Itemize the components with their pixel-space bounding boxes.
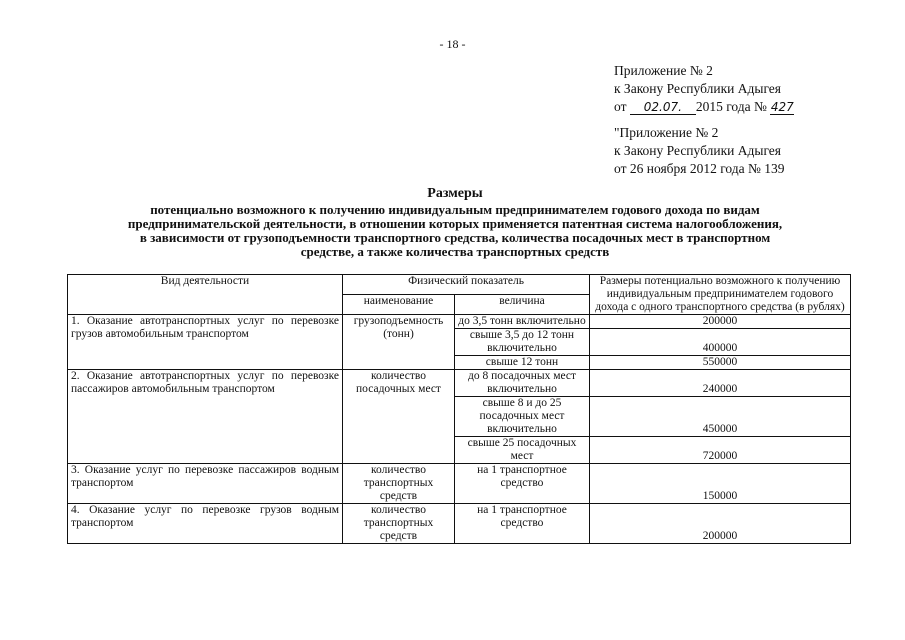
- amount-cell: 450000: [590, 397, 851, 437]
- header-activity: Вид деятельности: [68, 275, 343, 315]
- quantity-cell: свыше 8 и до 25 посадочных мест включительно: [455, 397, 590, 437]
- handwritten-date: 02.07.: [630, 100, 696, 115]
- attachment-line: от 26 ноября 2012 года № 139: [614, 161, 785, 176]
- header-name: наименование: [343, 295, 455, 315]
- amount-cell: 400000: [590, 329, 851, 356]
- attachment-header-old: [614, 124, 785, 178]
- handwritten-law-number: 427: [770, 100, 794, 114]
- activity-cell: 3. Оказание услуг по перевозке пассажиров водным транспортом: [68, 464, 343, 504]
- income-table: [67, 274, 851, 544]
- quantity-cell: свыше 12 тонн: [455, 356, 590, 370]
- quantity-cell: до 8 посадочных мест включительно: [455, 370, 590, 397]
- quantity-cell: свыше 25 посадочных мест: [455, 437, 590, 464]
- page-number: - 18 -: [439, 37, 466, 51]
- amount-cell: 550000: [590, 356, 851, 370]
- quantity-cell: до 3,5 тонн включительно: [455, 315, 590, 329]
- header-value: величина: [455, 295, 590, 315]
- document-title: Размеры: [427, 186, 483, 201]
- quantity-cell: на 1 транспортное средство: [455, 504, 590, 544]
- amount-cell: 200000: [590, 315, 851, 329]
- attachment-date-line: от 02.07. 2015 года № 427: [614, 99, 794, 114]
- header-physical: Физический показатель: [343, 275, 590, 295]
- activity-cell: 4. Оказание услуг по перевозке грузов водным транспортом: [68, 504, 343, 544]
- activity-cell: 2. Оказание автотранспортных услуг по перевозке пассажиров автомобильным транспортом: [68, 370, 343, 464]
- table-row: [68, 504, 851, 544]
- quantity-cell: на 1 транспортное средство: [455, 464, 590, 504]
- attachment-line: "Приложение № 2: [614, 125, 719, 140]
- header-income: Размеры потенциально возможного к получению индивидуальным предпринимателем годового дохода с одного транспортного средства (в рублях): [590, 275, 851, 315]
- table-header-row: [68, 275, 851, 295]
- indicator-cell: грузоподъемность (тонн): [343, 315, 455, 370]
- amount-cell: 150000: [590, 464, 851, 504]
- table-row: [68, 315, 851, 329]
- quantity-cell: свыше 3,5 до 12 тонн включительно: [455, 329, 590, 356]
- amount-cell: 720000: [590, 437, 851, 464]
- table-row: [68, 464, 851, 504]
- table-row: [68, 370, 851, 397]
- attachment-line: Приложение № 2: [614, 63, 713, 78]
- attachment-header-new: [614, 62, 794, 116]
- amount-cell: 200000: [590, 504, 851, 544]
- indicator-cell: количество транспортных средств: [343, 464, 455, 504]
- attachment-line: к Закону Республики Адыгея: [614, 81, 782, 96]
- document-subtitle: потенциально возможного к получению индивидуальным предпринимателем годового дохода по видам предпринимательской деятельности, в отношении которых применяется патентная система налогообложения, в зависимости от грузоподъемности транспортного средства, количества посадочных мест в транспортном средстве, а также количества транспортных средств: [127, 202, 783, 259]
- activity-cell: 1. Оказание автотранспортных услуг по перевозке грузов автомобильным транспортом: [68, 315, 343, 370]
- indicator-cell: количество транспортных средств: [343, 504, 455, 544]
- attachment-line: к Закону Республики Адыгея: [614, 143, 782, 158]
- indicator-cell: количество посадочных мест: [343, 370, 455, 464]
- amount-cell: 240000: [590, 370, 851, 397]
